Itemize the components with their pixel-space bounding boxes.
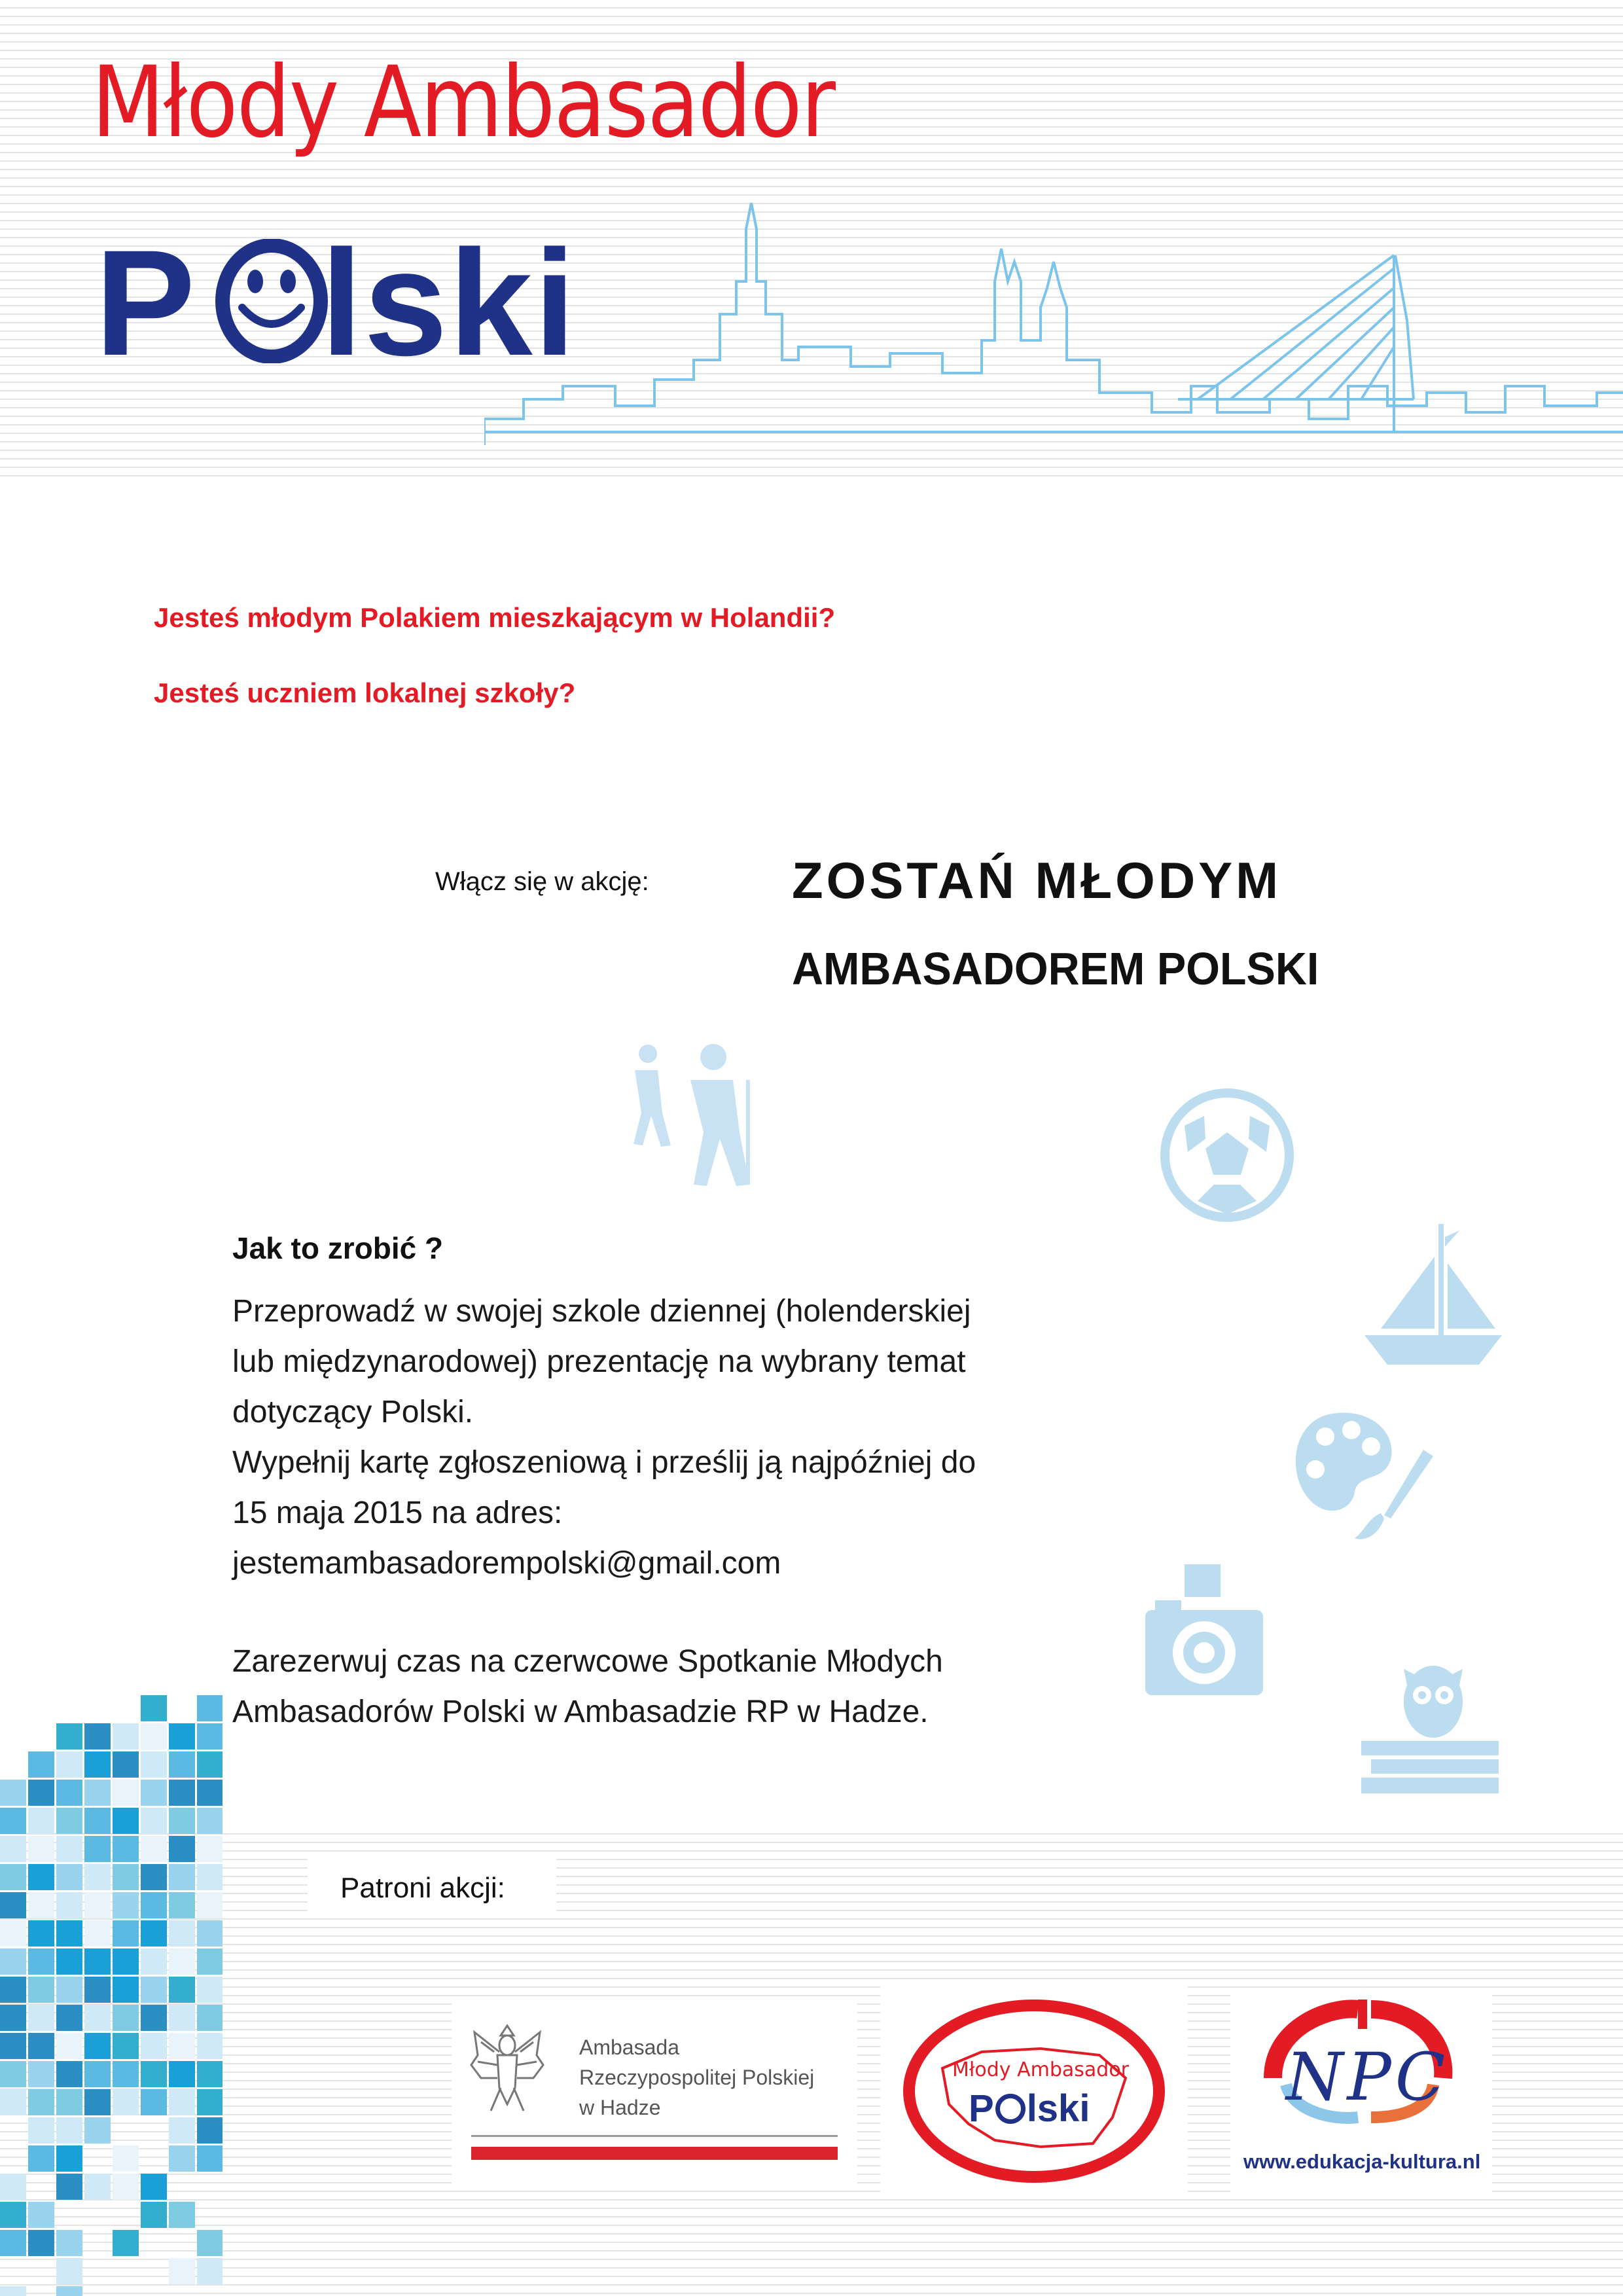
embassy-gray-rule — [471, 2135, 838, 2137]
mosaic-tile — [113, 1723, 139, 1749]
owl-books-icon — [1355, 1656, 1505, 1800]
mosaic-tile — [56, 2174, 82, 2200]
mosaic-tile — [169, 2117, 195, 2144]
mosaic-tile — [169, 1751, 195, 1778]
mosaic-tile — [56, 2061, 82, 2087]
mosaic-tile — [141, 2033, 167, 2059]
call-to-action-lead: Włącz się w akcję: — [435, 867, 649, 896]
mosaic-tile — [141, 1836, 167, 1862]
mosaic-tile — [197, 1864, 223, 1890]
mosaic-tile — [113, 1836, 139, 1862]
mosaic-tile — [28, 1836, 54, 1862]
mosaic-tile — [113, 1920, 139, 1946]
mosaic-tile — [0, 1920, 26, 1946]
npc-letters: NPC — [1286, 2039, 1450, 2115]
mosaic-tile — [84, 1977, 111, 2003]
mosaic-tile — [113, 1892, 139, 1918]
mosaic-tile — [56, 2117, 82, 2144]
mosaic-tile — [0, 2005, 26, 2031]
mosaic-tile — [197, 1723, 223, 1749]
football-icon — [1158, 1086, 1296, 1224]
logo-smiley-icon — [995, 2094, 1026, 2124]
mosaic-tile — [113, 1808, 139, 1834]
mosaic-tile — [169, 1780, 195, 1806]
mosaic-tile — [141, 1808, 167, 1834]
mosaic-tile — [141, 1892, 167, 1918]
contact-email[interactable]: jestemambasadorempolski@gmail.com — [232, 1546, 781, 1581]
mosaic-tile — [28, 2117, 54, 2144]
how-to-line-3: dotyczący Polski. — [232, 1395, 474, 1429]
mosaic-tile — [197, 1751, 223, 1778]
mosaic-tile — [56, 2089, 82, 2115]
mosaic-tile — [169, 2005, 195, 2031]
mosaic-tile — [56, 2258, 82, 2284]
embassy-red-bar — [471, 2147, 838, 2160]
mosaic-tile — [0, 1864, 26, 1890]
mosaic-tile — [56, 1892, 82, 1918]
mosaic-tile — [113, 2061, 139, 2087]
mosaic-tile — [84, 2174, 111, 2200]
mosaic-tile — [28, 1780, 54, 1806]
mosaic-tile — [28, 2202, 54, 2228]
mosaic-tile — [0, 2202, 26, 2228]
sailboat-icon — [1361, 1217, 1505, 1368]
mosaic-tile — [28, 2033, 54, 2059]
mosaic-tile — [56, 1864, 82, 1890]
mosaic-tile — [28, 1977, 54, 2003]
question-1: Jesteś młodym Polakiem mieszkającym w Holandii? — [154, 602, 836, 633]
mosaic-tile — [0, 1948, 26, 1975]
how-to-line-5: 15 maja 2015 na adres: — [232, 1496, 563, 1530]
mosaic-tile — [169, 2258, 195, 2284]
mosaic-tile — [84, 2061, 111, 2087]
mosaic-tile — [169, 2061, 195, 2087]
mosaic-tile — [0, 2061, 26, 2087]
palette-icon — [1286, 1407, 1443, 1551]
title-polski — [95, 216, 577, 389]
mosaic-tile — [169, 2089, 195, 2115]
mosaic-tile — [169, 1977, 195, 2003]
mosaic-tile — [141, 1723, 167, 1749]
mosaic-tile — [84, 1723, 111, 1749]
mosaic-tile — [169, 1836, 195, 1862]
mosaic-tile — [197, 1920, 223, 1946]
title-polski-rest: lski — [321, 219, 577, 387]
mosaic-tile — [28, 2005, 54, 2031]
mosaic-tile — [0, 1836, 26, 1862]
mosaic-tile — [56, 2005, 82, 2031]
mosaic-tile — [113, 2005, 139, 2031]
mosaic-tile — [84, 2089, 111, 2115]
embassy-line-2: Rzeczypospolitej Polskiej — [579, 2066, 815, 2089]
mosaic-tile — [197, 2089, 223, 2115]
mosaic-tile — [56, 1977, 82, 2003]
headline-line-2: AMBASADOREM POLSKI — [792, 943, 1319, 994]
mosaic-tile — [56, 1808, 82, 1834]
mosaic-tile — [141, 1977, 167, 2003]
mosaic-tile — [141, 2005, 167, 2031]
polish-eagle-icon — [468, 2016, 546, 2114]
mosaic-tile — [28, 1948, 54, 1975]
mosaic-tile — [56, 1920, 82, 1946]
mosaic-tile — [169, 1948, 195, 1975]
embassy-line-1: Ambasada — [579, 2036, 679, 2059]
mosaic-tile — [0, 2174, 26, 2200]
mosaic-tile — [0, 1892, 26, 1918]
mosaic-tile — [84, 1836, 111, 1862]
patrons-label: Patroni akcji: — [340, 1872, 505, 1904]
mosaic-tile — [56, 2033, 82, 2059]
mosaic-tile — [197, 2117, 223, 2144]
mosaic-tile — [0, 2286, 26, 2296]
logo-polski-p: P — [969, 2087, 994, 2130]
reserve-line-1: Zarezerwuj czas na czerwcowe Spotkanie Młodych — [232, 1644, 943, 1679]
skyline-illustration — [484, 190, 1623, 452]
mosaic-tile — [84, 1892, 111, 1918]
mlody-ambasador-logo — [880, 1983, 1188, 2199]
mosaic-tile — [84, 1751, 111, 1778]
mosaic-tile — [197, 2230, 223, 2256]
how-to-line-1: Przeprowadź w swojej szkole dziennej (holenderskiej — [232, 1294, 971, 1329]
embassy-line-3: w Hadze — [579, 2096, 661, 2119]
mosaic-tile — [56, 2145, 82, 2172]
mosaic-tile — [169, 1723, 195, 1749]
mosaic-tile — [197, 1695, 223, 1721]
headline-line-1: ZOSTAŃ MŁODYM — [792, 852, 1282, 909]
mosaic-tile — [28, 2145, 54, 2172]
mosaic-tile — [113, 1948, 139, 1975]
mosaic-tile — [169, 1864, 195, 1890]
mosaic-tile — [197, 2145, 223, 2172]
mosaic-tile — [141, 2061, 167, 2087]
mosaic-tile — [28, 1808, 54, 1834]
mosaic-tile — [0, 1780, 26, 1806]
mosaic-tile — [113, 2089, 139, 2115]
embassy-logo — [452, 1996, 857, 2186]
mosaic-tile — [0, 1977, 26, 2003]
mosaic-tile — [84, 2005, 111, 2031]
mosaic-tile — [28, 2089, 54, 2115]
mosaic-tile — [141, 1920, 167, 1946]
npc-url[interactable]: www.edukacja-kultura.nl — [1243, 2150, 1481, 2173]
camera-icon — [1142, 1558, 1266, 1702]
mosaic-tile — [141, 1948, 167, 1975]
mosaic-tile — [113, 1977, 139, 2003]
mosaic-tile — [141, 2202, 167, 2228]
title-polski-p: P — [95, 219, 197, 387]
logo-polski-rest: lski — [1026, 2087, 1090, 2130]
mosaic-tile — [113, 1751, 139, 1778]
mosaic-tile — [197, 2258, 223, 2284]
mosaic-tile — [197, 1892, 223, 1918]
mosaic-tile — [197, 2005, 223, 2031]
smiley-icon — [213, 239, 330, 363]
logo-title: Młody Ambasador — [952, 2058, 1130, 2081]
npc-logo — [1230, 1990, 1492, 2199]
mosaic-tile — [197, 2033, 223, 2059]
mosaic-tile — [169, 2033, 195, 2059]
mosaic-tile — [197, 1836, 223, 1862]
mosaic-tile — [141, 1751, 167, 1778]
mosaic-tile — [0, 2089, 26, 2115]
mosaic-tile — [28, 2230, 54, 2256]
mosaic-tile — [113, 2230, 139, 2256]
mosaic-tile — [197, 2061, 223, 2087]
mosaic-tile — [56, 1780, 82, 1806]
mosaic-tile — [84, 1808, 111, 1834]
mosaic-tile — [56, 2286, 82, 2296]
mosaic-tile — [28, 1920, 54, 1946]
mosaic-tile — [169, 1892, 195, 1918]
logo-polski — [969, 2087, 1090, 2130]
mosaic-tile — [28, 1864, 54, 1890]
mosaic-tile — [28, 1892, 54, 1918]
mosaic-tile — [28, 2061, 54, 2087]
mosaic-tile — [113, 2033, 139, 2059]
mosaic-tile — [84, 2117, 111, 2144]
mosaic-tile — [197, 1808, 223, 1834]
hikers-icon — [615, 1034, 772, 1191]
mosaic-tile — [141, 2174, 167, 2200]
mosaic-tile — [113, 2145, 139, 2172]
reserve-line-2: Ambasadorów Polski w Ambasadzie RP w Hadze. — [232, 1695, 929, 1729]
mosaic-tile — [141, 2089, 167, 2115]
mosaic-tile — [197, 1948, 223, 1975]
mosaic-tile — [56, 1751, 82, 1778]
mosaic-tile — [56, 1723, 82, 1749]
question-2: Jesteś uczniem lokalnej szkoły? — [154, 677, 576, 708]
mosaic-tile — [84, 1920, 111, 1946]
how-to-heading: Jak to zrobić ? — [232, 1231, 444, 1265]
mosaic-tile — [84, 1948, 111, 1975]
mosaic-tile — [56, 1836, 82, 1862]
mosaic-decoration — [0, 1695, 223, 2296]
mosaic-tile — [28, 1751, 54, 1778]
mosaic-tile — [141, 1695, 167, 1721]
how-to-line-2: lub międzynarodowej) prezentację na wybrany temat — [232, 1344, 966, 1379]
mosaic-tile — [197, 1780, 223, 1806]
mosaic-tile — [0, 1808, 26, 1834]
mosaic-tile — [197, 1977, 223, 2003]
mosaic-tile — [113, 1864, 139, 1890]
mosaic-tile — [169, 1920, 195, 1946]
mosaic-tile — [141, 1864, 167, 1890]
mosaic-tile — [56, 2230, 82, 2256]
title-mlody-ambasador: Młody Ambasador — [92, 46, 835, 160]
mosaic-tile — [169, 1808, 195, 1834]
mosaic-tile — [84, 1864, 111, 1890]
mosaic-tile — [0, 2230, 26, 2256]
how-to-line-4: Wypełnij kartę zgłoszeniową i prześlij ją najpóźniej do — [232, 1445, 976, 1480]
mosaic-tile — [56, 1948, 82, 1975]
mosaic-tile — [0, 2033, 26, 2059]
mosaic-tile — [141, 1780, 167, 1806]
mosaic-tile — [113, 1780, 139, 1806]
mosaic-tile — [169, 2202, 195, 2228]
mosaic-tile — [113, 2174, 139, 2200]
mosaic-tile — [169, 2145, 195, 2172]
mosaic-tile — [84, 2033, 111, 2059]
mosaic-tile — [84, 1780, 111, 1806]
